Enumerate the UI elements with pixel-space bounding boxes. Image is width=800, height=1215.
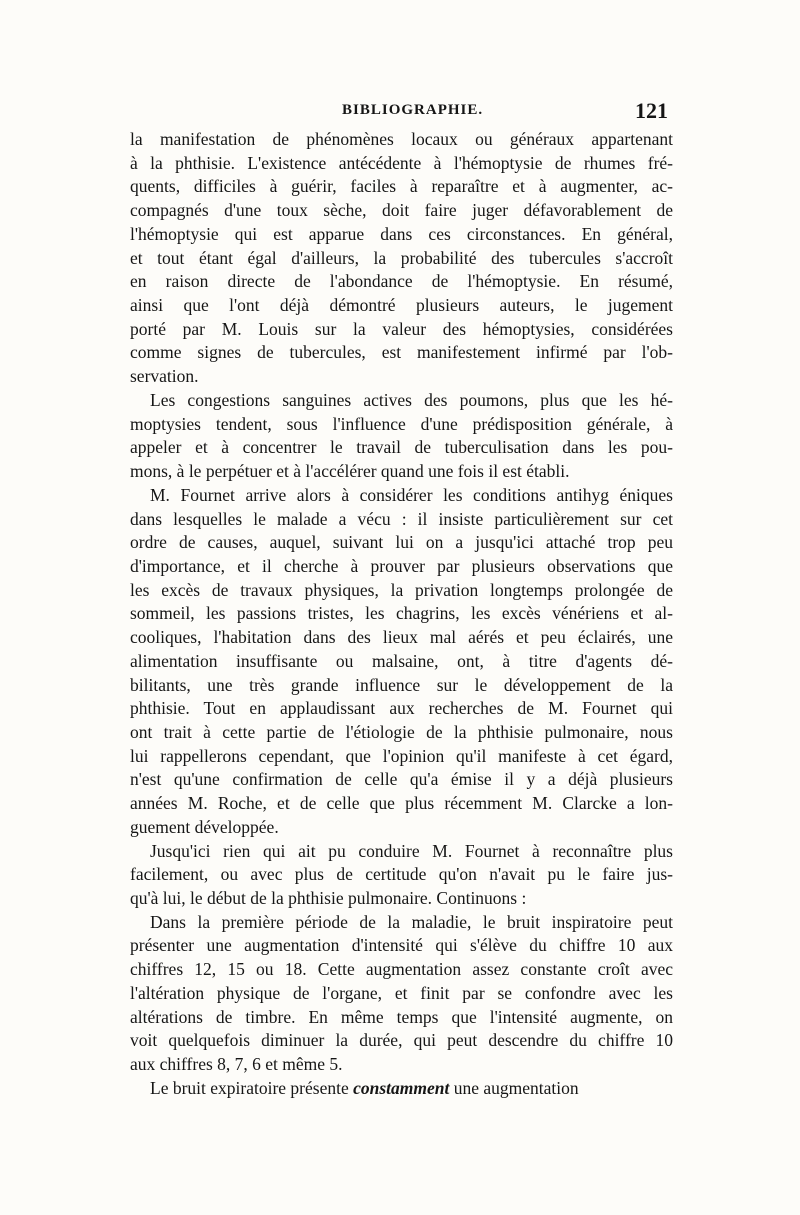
text-line: ordre de causes, auquel, suivant lui on a jusqu'ici attaché trop peu bbox=[130, 532, 673, 553]
text-line: chiffres 12, 15 ou 18. Cette augmentation assez constante croît avec bbox=[130, 959, 673, 980]
text-line: servation. bbox=[130, 366, 199, 387]
text-line: n'est qu'une confirmation de celle qu'a émise il y a déjà plusieurs bbox=[130, 769, 673, 790]
text-line: comme signes de tubercules, est manifestement infirmé par l'ob- bbox=[130, 342, 673, 363]
text-line: moptysies tendent, sous l'influence d'une prédisposition générale, à bbox=[130, 413, 673, 434]
text-line: appeler et à concentrer le travail de tuberculisation dans les pou- bbox=[130, 437, 673, 458]
text-line: phthisie. Tout en applaudissant aux recherches de M. Fournet qui bbox=[130, 698, 673, 719]
text-line: compagnés d'une toux sèche, doit faire juger défavorablement de bbox=[130, 200, 673, 221]
text-line: altérations de timbre. En même temps que l'intensité augmente, on bbox=[130, 1006, 673, 1027]
text-line: alimentation insuffisante ou malsaine, ont, à titre d'agents dé- bbox=[130, 650, 673, 671]
page-number: 121 bbox=[635, 98, 668, 123]
paragraph-premiere-periode bbox=[130, 911, 673, 1077]
text-line: présenter une augmentation d'intensité qui s'élève du chiffre 10 aux bbox=[130, 935, 673, 956]
text-line: M. Fournet arrive alors à considérer les conditions antihyg éniques bbox=[150, 484, 673, 505]
text-line: bilitants, une très grande influence sur le développement de la bbox=[130, 674, 673, 695]
text-line: ont trait à cette partie de l'étiologie de la phthisie pulmonaire, nous bbox=[130, 721, 673, 742]
text-line: guement développée. bbox=[130, 816, 279, 837]
running-title: BIBLIOGRAPHIE. bbox=[342, 102, 484, 118]
text-line: quents, difficiles à guérir, faciles à reparaître et à augmenter, ac- bbox=[130, 176, 673, 197]
page-header bbox=[130, 98, 670, 128]
page-body bbox=[130, 128, 673, 1100]
text-line: Jusqu'ici rien qui ait pu conduire M. Fournet à reconnaître plus bbox=[150, 840, 673, 861]
text-line: l'altération physique de l'organe, et finit par se confondre avec les bbox=[130, 982, 673, 1003]
text-line bbox=[130, 1077, 673, 1101]
text-line: Les congestions sanguines actives des poumons, plus que les hé- bbox=[150, 389, 673, 410]
paragraph-jusqu-ici bbox=[130, 840, 673, 911]
paragraph-bruit-expiratoire bbox=[130, 1077, 673, 1101]
text-line: et tout étant égal d'ailleurs, la probabilité des tubercules s'accroît bbox=[130, 247, 673, 268]
text-line: en raison directe de l'abondance de l'hémoptysie. En résumé, bbox=[130, 271, 673, 292]
text-run: Le bruit expiratoire présente bbox=[150, 1077, 354, 1098]
paragraph-fournet-conditions bbox=[130, 484, 673, 840]
text-line: Dans la première période de la maladie, le bruit inspiratoire peut bbox=[150, 911, 673, 932]
text-line: voit quelquefois diminuer la durée, qui peut descendre du chiffre 10 bbox=[130, 1030, 673, 1051]
text-line: aux chiffres 8, 7, 6 et même 5. bbox=[130, 1054, 343, 1075]
text-line: la manifestation de phénomènes locaux ou généraux appartenant bbox=[130, 129, 673, 149]
text-line: l'hémoptysie qui est apparue dans ces circonstances. En général, bbox=[130, 223, 673, 244]
text-line: les excès de travaux physiques, la privation longtemps prolongée de bbox=[130, 579, 673, 600]
text-line: mons, à le perpétuer et à l'accélérer quand une fois il est établi. bbox=[130, 461, 570, 482]
text-line: facilement, ou avec plus de certitude qu'on n'avait pu le faire jus- bbox=[130, 864, 673, 885]
text-line: sommeil, les passions tristes, les chagrins, les excès vénériens et al- bbox=[130, 603, 673, 624]
text-line: ainsi que l'ont déjà démontré plusieurs auteurs, le jugement bbox=[130, 295, 673, 316]
text-line: dans lesquelles le malade a vécu : il insiste particulièrement sur cet bbox=[130, 508, 673, 529]
text-run: une augmentation bbox=[449, 1077, 579, 1098]
text-line: qu'à lui, le début de la phthisie pulmonaire. Continuons : bbox=[130, 888, 527, 908]
paragraph-hemoptysis bbox=[130, 128, 673, 389]
text-line: cooliques, l'habitation dans des lieux mal aérés et peu éclairés, une bbox=[130, 627, 673, 648]
paragraph-congestions bbox=[130, 389, 673, 484]
text-line: à la phthisie. L'existence antécédente à l'hémoptysie de rhumes fré- bbox=[130, 152, 673, 173]
emphasized-word: constamment bbox=[353, 1077, 450, 1098]
text-line: porté par M. Louis sur la valeur des hémoptysies, considérées bbox=[130, 318, 673, 339]
text-line: d'importance, et il cherche à prouver par plusieurs observations que bbox=[130, 555, 673, 576]
text-line: années M. Roche, et de celle que plus récemment M. Clarcke a lon- bbox=[130, 793, 673, 814]
text-line: lui rappellerons cependant, que l'opinion qu'il manifeste à cet égard, bbox=[130, 745, 673, 766]
